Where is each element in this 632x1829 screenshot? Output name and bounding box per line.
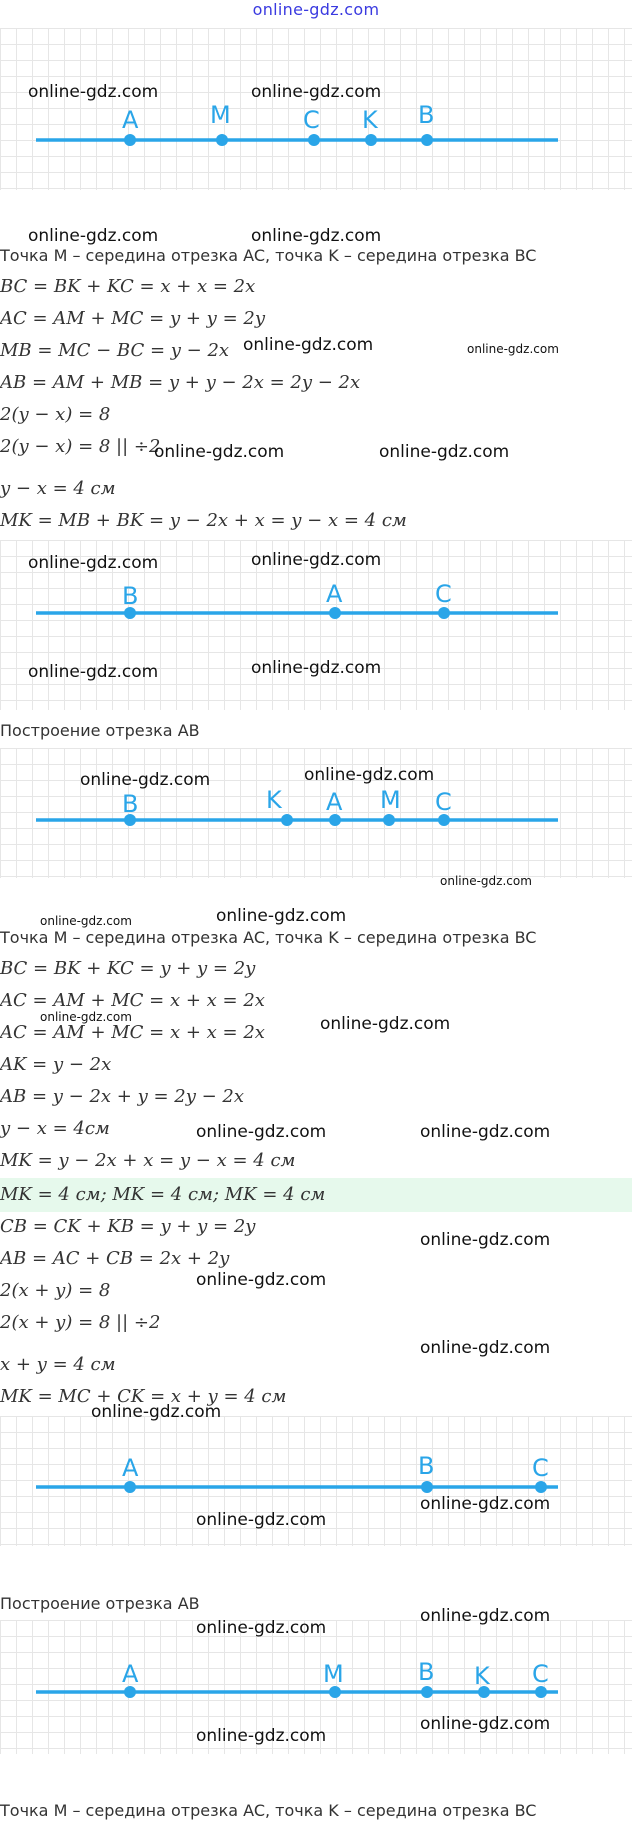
- point-k-dot: [365, 134, 377, 146]
- point-a-label: A: [326, 580, 343, 608]
- point-c-label: C: [303, 106, 320, 134]
- solution-1-line: y − x = 4 см: [0, 478, 116, 499]
- point-m-label: M: [380, 786, 401, 814]
- caption-2: Построение отрезка AB: [0, 1594, 200, 1613]
- point-b-label: B: [418, 1658, 435, 1686]
- solution-2-line: y − x = 4см: [0, 1118, 110, 1139]
- point-m-label: M: [323, 1660, 344, 1688]
- point-k-label: K: [266, 786, 282, 814]
- watermark: online-gdz.com: [420, 1714, 551, 1734]
- watermark: online-gdz.com: [196, 1510, 327, 1530]
- caption-1: Построение отрезка AB: [0, 721, 200, 740]
- solution-1-line: 2(y − x) = 8: [0, 404, 111, 425]
- watermark: online-gdz.com: [420, 1494, 551, 1514]
- watermark: online-gdz.com: [196, 1270, 327, 1290]
- solution-2-line: CB = CK + KB = y + y = 2y: [0, 1216, 256, 1237]
- solution-2-line: MK = MC + CK = x + y = 4 см: [0, 1386, 287, 1407]
- watermark: online-gdz.com: [420, 1230, 551, 1250]
- watermark: online-gdz.com: [320, 1014, 451, 1034]
- point-b-label: B: [418, 1452, 435, 1480]
- point-c-dot: [438, 607, 450, 619]
- point-m-dot: [216, 134, 228, 146]
- watermark: online-gdz.com: [420, 1606, 551, 1626]
- solution-2-line: BC = BK + KC = y + y = 2y: [0, 958, 256, 979]
- watermark: online-gdz.com: [467, 342, 559, 356]
- solution-2-line: AB = AC + CB = 2x + 2y: [0, 1248, 230, 1269]
- watermark: online-gdz.com: [440, 874, 532, 888]
- solution-1-line: MK = MB + BK = y − 2x + x = y − x = 4 см: [0, 510, 407, 531]
- solution-2-line: x + y = 4 см: [0, 1354, 116, 1375]
- point-a-dot: [329, 607, 341, 619]
- point-b-label: B: [122, 582, 139, 610]
- solution-2-line: AC = AM + MC = x + x = 2x: [0, 990, 265, 1011]
- point-b-label: B: [418, 101, 435, 129]
- point-b-label: B: [122, 790, 139, 818]
- solution-1-line: AB = AM + MB = y + y − 2x = 2y − 2x: [0, 372, 361, 393]
- point-a-label: A: [122, 1660, 139, 1688]
- watermark: online-gdz.com: [243, 335, 374, 355]
- watermark: online-gdz.com: [40, 1010, 132, 1024]
- watermark: online-gdz.com: [196, 1122, 327, 1142]
- point-k-label: K: [362, 106, 378, 134]
- point-a-dot: [124, 134, 136, 146]
- point-b-dot: [421, 1481, 433, 1493]
- watermark: online-gdz.com: [216, 906, 347, 926]
- point-m-label: M: [210, 101, 231, 129]
- watermark: online-gdz.com: [28, 553, 159, 573]
- point-c-label: C: [532, 1454, 549, 1482]
- solution-1-intro: Точка M – середина отрезка AC, точка K – середина отрезка BC: [0, 246, 537, 265]
- solution-2-line: 2(x + y) = 8 || ÷2: [0, 1312, 161, 1333]
- point-c-dot: [308, 134, 320, 146]
- site-logo[interactable]: online-gdz.com: [252, 0, 380, 19]
- solution-2-intro: Точка M – середина отрезка AC, точка K – середина отрезка BC: [0, 928, 537, 947]
- solution-2-line: AC = AM + MC = x + x = 2x: [0, 1022, 265, 1043]
- answer-line: MK = 4 см; MK = 4 см; MK = 4 см: [0, 1184, 326, 1205]
- solution-2-line: AK = y − 2x: [0, 1054, 112, 1075]
- point-m-dot: [383, 814, 395, 826]
- point-b-dot: [421, 134, 433, 146]
- solution-2-line: AB = y − 2x + y = 2y − 2x: [0, 1086, 245, 1107]
- watermark: online-gdz.com: [196, 1726, 327, 1746]
- solution-1-line: 2(y − x) = 8 || ÷2: [0, 436, 161, 457]
- watermark: online-gdz.com: [251, 658, 382, 678]
- point-b-dot: [421, 1686, 433, 1698]
- point-k-dot: [281, 814, 293, 826]
- watermark: online-gdz.com: [80, 770, 211, 790]
- watermark: online-gdz.com: [251, 550, 382, 570]
- point-a-label: A: [122, 106, 139, 134]
- watermark: online-gdz.com: [28, 82, 159, 102]
- watermark: online-gdz.com: [196, 1618, 327, 1638]
- solution-2-line: MK = y − 2x + x = y − x = 4 см: [0, 1150, 296, 1171]
- watermark: online-gdz.com: [91, 1402, 222, 1422]
- watermark: online-gdz.com: [379, 442, 510, 462]
- solution-2-line: 2(x + y) = 8: [0, 1280, 111, 1301]
- number-line-1: [0, 28, 632, 190]
- solution-1-line: BC = BK + KC = x + x = 2x: [0, 276, 256, 297]
- watermark: online-gdz.com: [251, 226, 382, 246]
- watermark: online-gdz.com: [28, 662, 159, 682]
- watermark: online-gdz.com: [154, 442, 285, 462]
- diagram-1: [0, 28, 632, 190]
- watermark: online-gdz.com: [40, 914, 132, 928]
- watermark: online-gdz.com: [420, 1122, 551, 1142]
- point-c-dot: [535, 1481, 547, 1493]
- point-a-label: A: [122, 1454, 139, 1482]
- point-c-label: C: [435, 788, 452, 816]
- final-intro: Точка M – середина отрезка AC, точка K – середина отрезка BC: [0, 1801, 537, 1820]
- solution-1-line: MB = MC − BC = y − 2x: [0, 340, 230, 361]
- point-c-label: C: [435, 580, 452, 608]
- watermark: online-gdz.com: [420, 1338, 551, 1358]
- watermark: online-gdz.com: [251, 82, 382, 102]
- point-k-label: K: [474, 1662, 490, 1690]
- point-c-label: C: [532, 1660, 549, 1688]
- point-a-label: A: [326, 788, 343, 816]
- point-a-dot: [124, 1481, 136, 1493]
- watermark: online-gdz.com: [304, 765, 435, 785]
- watermark: online-gdz.com: [28, 226, 159, 246]
- solution-1-line: AC = AM + MC = y + y = 2y: [0, 308, 265, 329]
